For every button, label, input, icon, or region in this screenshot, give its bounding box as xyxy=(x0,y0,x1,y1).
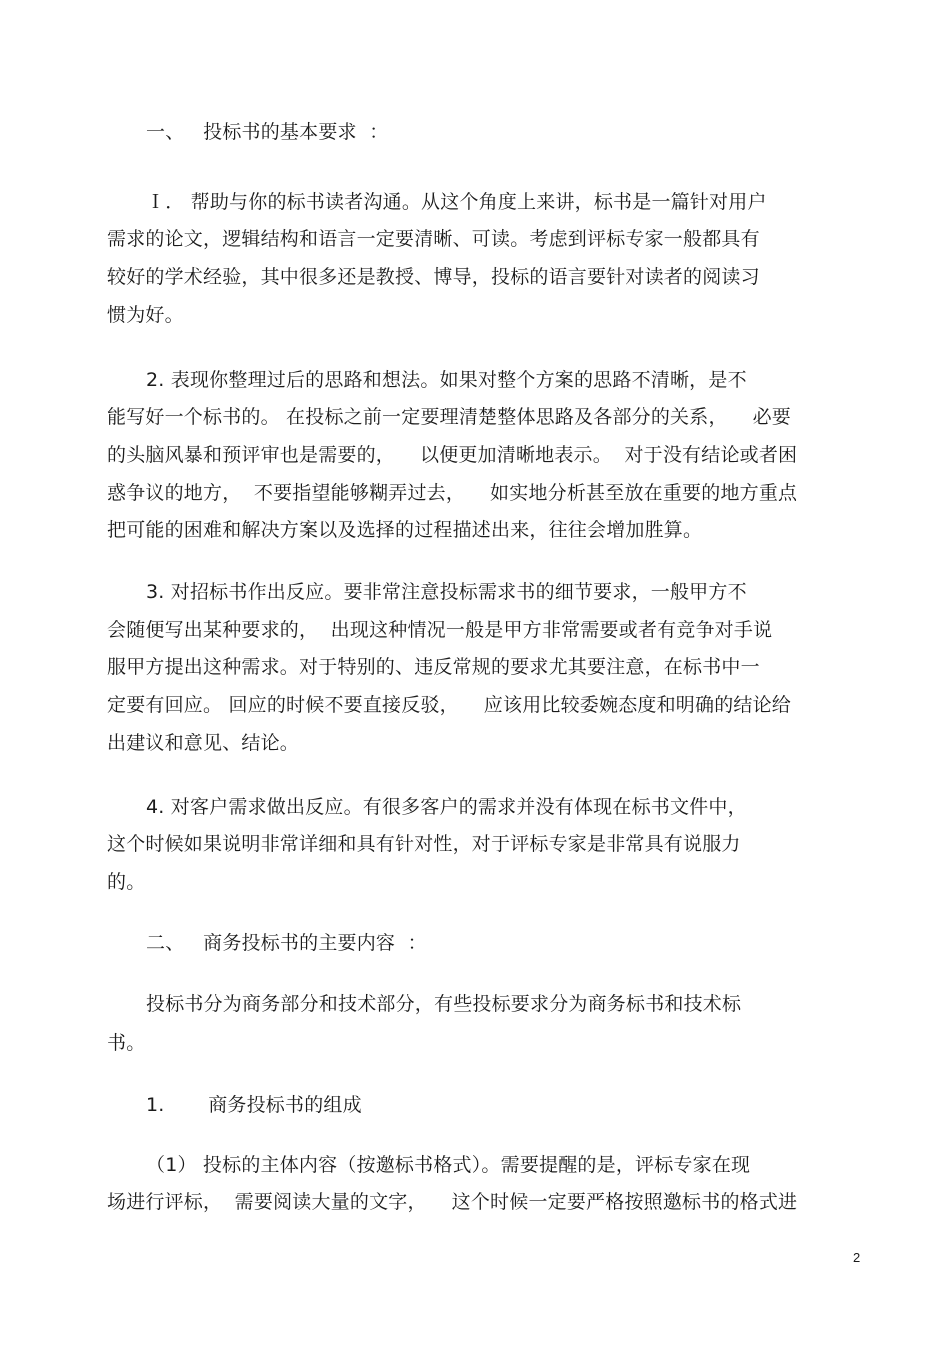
paragraph-line: 的。 xyxy=(107,871,146,893)
section-heading-1: 一、 投标书的基本要求 ： xyxy=(146,121,389,143)
paragraph-line: 的头脑风暴和预评审也是需要的， 以便更加清晰地表示。 对于没有结论或者困 xyxy=(107,444,798,466)
paragraph-line: 会随便写出某种要求的， 出现这种情况一般是甲方非常需要或者有竞争对手说 xyxy=(107,619,773,641)
paragraph-line: 服甲方提出这种需求。对于特别的、违反常规的要求尤其要注意，在标书中一 xyxy=(107,656,760,678)
paragraph-line: 出建议和意见、结论。 xyxy=(107,732,300,754)
paragraph-line: 2. 表现你整理过后的思路和想法。如果对整个方案的思路不清晰，是不 xyxy=(146,369,747,391)
page-number: 2 xyxy=(853,1250,861,1265)
paragraph-line: 较好的学术经验，其中很多还是教授、博导，投标的语言要针对读者的阅读习 xyxy=(107,266,760,288)
paragraph-line: 4. 对客户需求做出反应。有很多客户的需求并没有体现在标书文件中， xyxy=(146,796,747,818)
paragraph-line: 惑争议的地方， 不要指望能够糊弄过去， 如实地分析甚至放在重要的地方重点 xyxy=(107,482,798,504)
paragraph-line: 这个时候如果说明非常详细和具有针对性，对于评标专家是非常具有说服力 xyxy=(107,833,741,855)
paragraph-line: 投标书分为商务部分和技术部分，有些投标要求分为商务标书和技术标 xyxy=(146,993,742,1015)
paragraph-line: 惯为好。 xyxy=(107,304,184,326)
subsection-heading-1: 1. 商务投标书的组成 xyxy=(146,1094,362,1116)
paragraph-line: 把可能的困难和解决方案以及选择的过程描述出来，往往会增加胜算。 xyxy=(107,519,703,541)
paragraph-line: （1） 投标的主体内容（按邀标书格式）。需要提醒的是，评标专家在现 xyxy=(146,1154,751,1176)
paragraph-line: 能写好一个标书的。 在投标之前一定要理清楚整体思路及各部分的关系， 必要 xyxy=(107,406,791,428)
paragraph-line: 定要有回应。 回应的时候不要直接反驳， 应该用比较委婉态度和明确的结论给 xyxy=(107,694,791,716)
paragraph-line: Ｉ． 帮助与你的标书读者沟通。从这个角度上来讲，标书是一篇针对用户 xyxy=(146,191,767,213)
paragraph-line: 书。 xyxy=(107,1032,146,1054)
section-heading-2: 二、 商务投标书的主要内容 ： xyxy=(146,932,427,954)
paragraph-line: 需求的论文，逻辑结构和语言一定要清晰、可读。考虑到评标专家一般都具有 xyxy=(107,228,760,250)
paragraph-line: 场进行评标， 需要阅读大量的文字， 这个时候一定要严格按照邀标书的格式进 xyxy=(107,1191,798,1213)
paragraph-line: 3. 对招标书作出反应。要非常注意投标需求书的细节要求，一般甲方不 xyxy=(146,581,747,603)
